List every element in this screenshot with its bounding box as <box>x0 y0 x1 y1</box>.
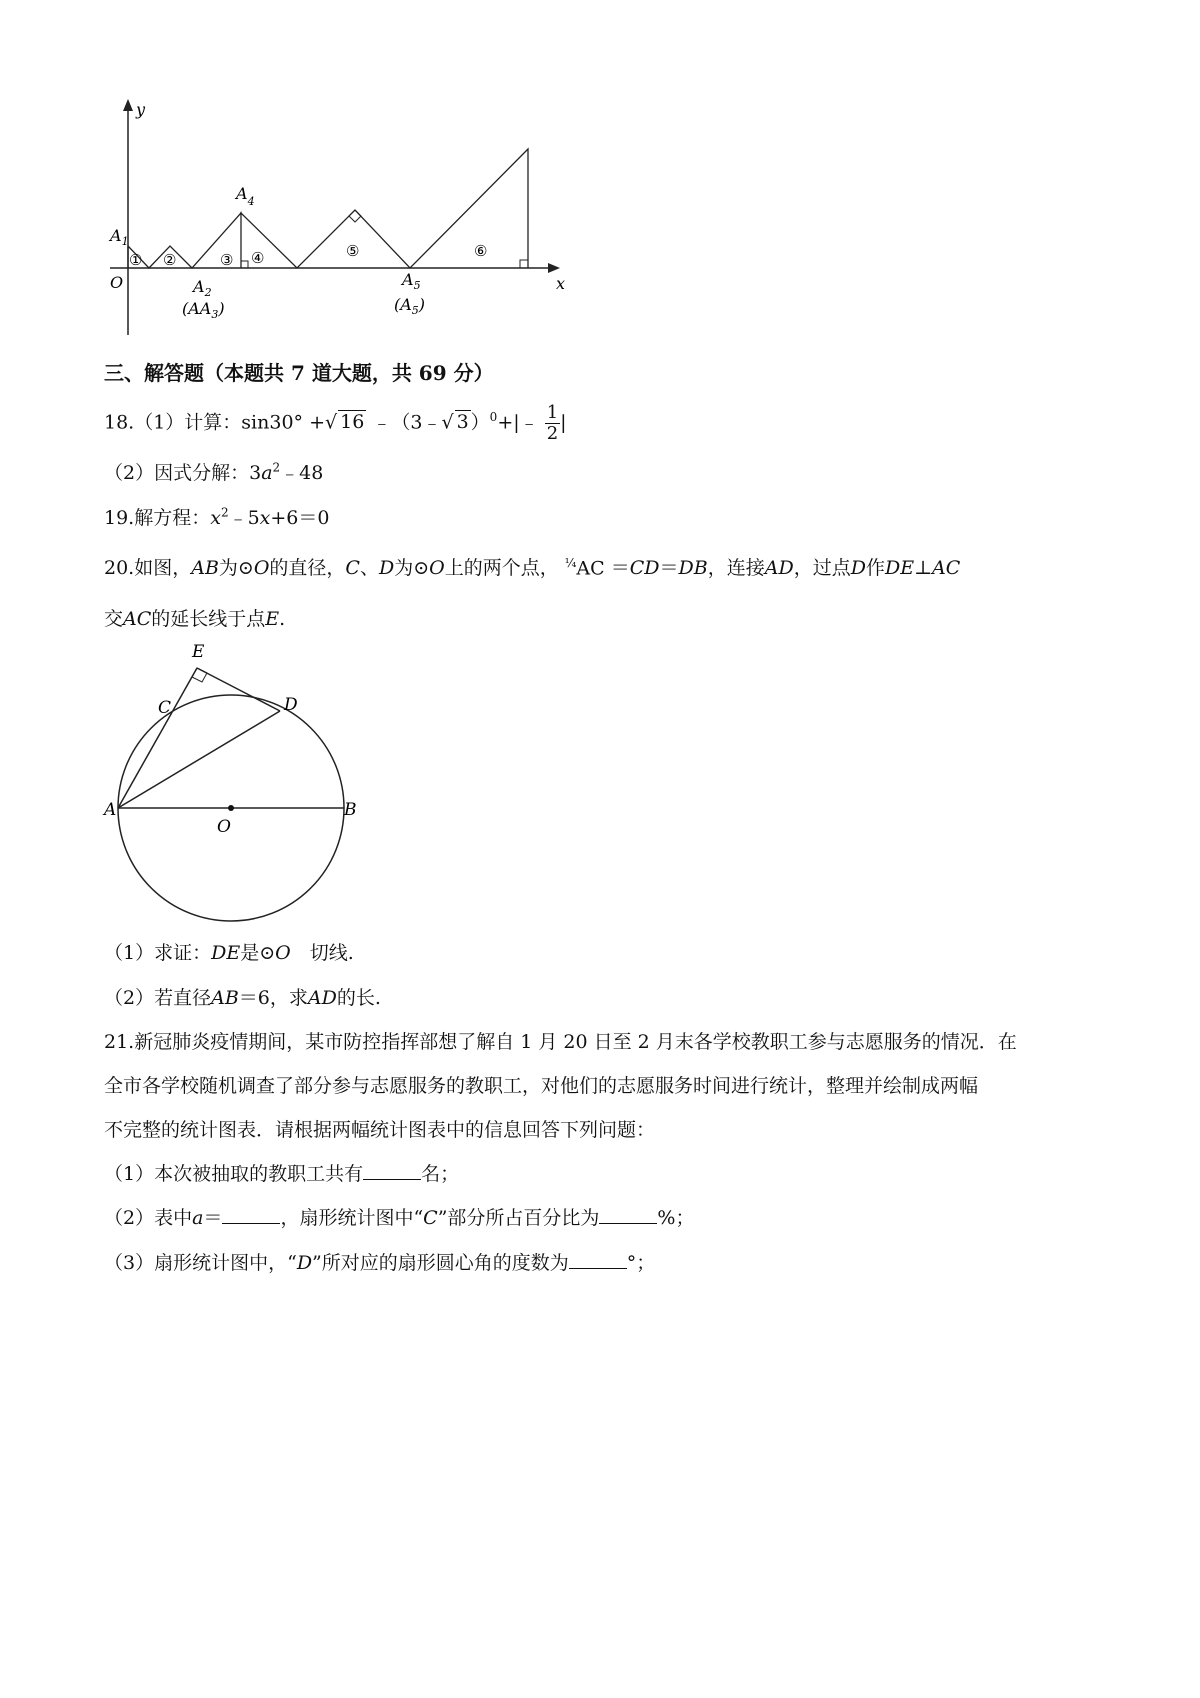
label-o: O <box>217 817 231 837</box>
sqrt-3: 3 <box>456 411 469 434</box>
q18-paren: ） <box>470 411 490 434</box>
zigzag-path <box>128 149 528 268</box>
right-angle-mark <box>349 210 361 222</box>
answer-blank[interactable] <box>363 1161 421 1180</box>
q18-minus: ﹣（3﹣ <box>372 411 442 434</box>
point-label-a3: $(AA_3)$ <box>182 299 225 321</box>
circle-figure <box>100 635 380 935</box>
q20-part1: （1）求证：DE是⊙O 切线. <box>104 942 354 964</box>
q19: 19.解方程：$x^2﹣5x+6=0$ <box>104 505 330 529</box>
sqrt-16: 16 <box>340 411 365 434</box>
point-label-a4: $A_4$ <box>236 184 255 208</box>
right-angle-mark <box>520 260 528 268</box>
q18-part1 <box>104 403 567 444</box>
x-axis-label: x <box>556 274 566 293</box>
triangle-number: ③ <box>220 251 234 269</box>
point-label-a5-paren: $(A_5)$ <box>394 295 426 317</box>
q18-part2: （2）因式分解：$3a^2﹣48$ <box>104 460 324 484</box>
arc-cd: CD <box>629 557 660 579</box>
q21-part1: （1）本次被抽取的教职工共有 名； <box>104 1163 460 1185</box>
label-a: A <box>104 800 117 820</box>
arc-ac: $^{\frac{1}{4}}$AC <box>564 555 605 579</box>
y-axis-arrow <box>123 99 133 111</box>
right-angle-mark <box>241 261 248 268</box>
q21-line3: 不完整的统计图表．请根据两幅统计图表中的信息回答下列问题： <box>104 1119 656 1141</box>
sqrt-symbol: √ <box>441 411 454 434</box>
q21-line1: 21.新冠肺炎疫情期间，某市防控指挥部想了解自 1 月 20 日至 2 月末各学校教职工参与志愿服务的情况．在 <box>104 1031 1017 1053</box>
label-b: B <box>344 800 357 820</box>
triangle-number: ① <box>129 251 143 269</box>
zigzag-figure <box>100 95 620 345</box>
q20-part2: （2）若直径AB＝6，求AD的长. <box>104 987 381 1009</box>
label-c: C <box>158 698 172 718</box>
line-ad <box>118 711 280 808</box>
label-e: E <box>192 642 205 662</box>
q18-abs: +|﹣ <box>497 411 539 434</box>
q21-part2: （2）表中a＝ ，扇形统计图中“C”部分所占百分比为 %； <box>104 1207 695 1229</box>
line-ed <box>197 668 280 711</box>
arc-db: DB <box>678 557 708 579</box>
answer-blank[interactable] <box>222 1205 280 1224</box>
q18-abs-close: | <box>560 411 567 434</box>
q20-line2: 交AC的延长线于点E. <box>104 608 286 630</box>
point-label-a1: $A_1$ <box>110 226 129 248</box>
y-axis-label: y <box>136 100 146 119</box>
triangle-number: ② <box>163 251 177 269</box>
center-point <box>228 805 234 811</box>
answer-blank[interactable] <box>599 1205 657 1224</box>
origin-label: O <box>110 273 124 292</box>
point-label-a2: $A_2$ <box>193 277 212 299</box>
line-ae <box>118 668 197 808</box>
q18-plus: + <box>309 411 326 434</box>
fraction-one-half: $\frac{1}{2}$ <box>546 402 559 444</box>
q21-line2: 全市各学校随机调查了部分参与志愿服务的教职工，对他们的志愿服务时间进行统计，整理并绘制成两幅 <box>104 1075 979 1097</box>
triangle-number: ④ <box>251 249 265 267</box>
label-d: D <box>284 695 298 715</box>
section-heading: 三、解答题（本题共 7 道大题，共 69 分） <box>104 361 494 385</box>
q18-prefix: 18.（1）计算：sin30° <box>104 411 304 434</box>
triangle-number: ⑤ <box>346 242 360 260</box>
sqrt-symbol: √ <box>325 411 338 434</box>
q21-part3: （3）扇形统计图中，“D”所对应的扇形圆心角的度数为 °； <box>104 1252 656 1274</box>
x-axis-arrow <box>548 263 560 273</box>
q20-line1: 20.如图，AB为⊙O的直径，C、D为⊙O上的两个点， $^{\frac{1}{4}}$AC ＝CD＝DB，连接AD，过点D作DE⊥AC <box>104 555 961 579</box>
q18-exp: 0 <box>489 409 498 424</box>
answer-blank[interactable] <box>569 1250 627 1269</box>
point-label-a5: $A_5$ <box>402 270 421 292</box>
triangle-number: ⑥ <box>474 242 488 260</box>
